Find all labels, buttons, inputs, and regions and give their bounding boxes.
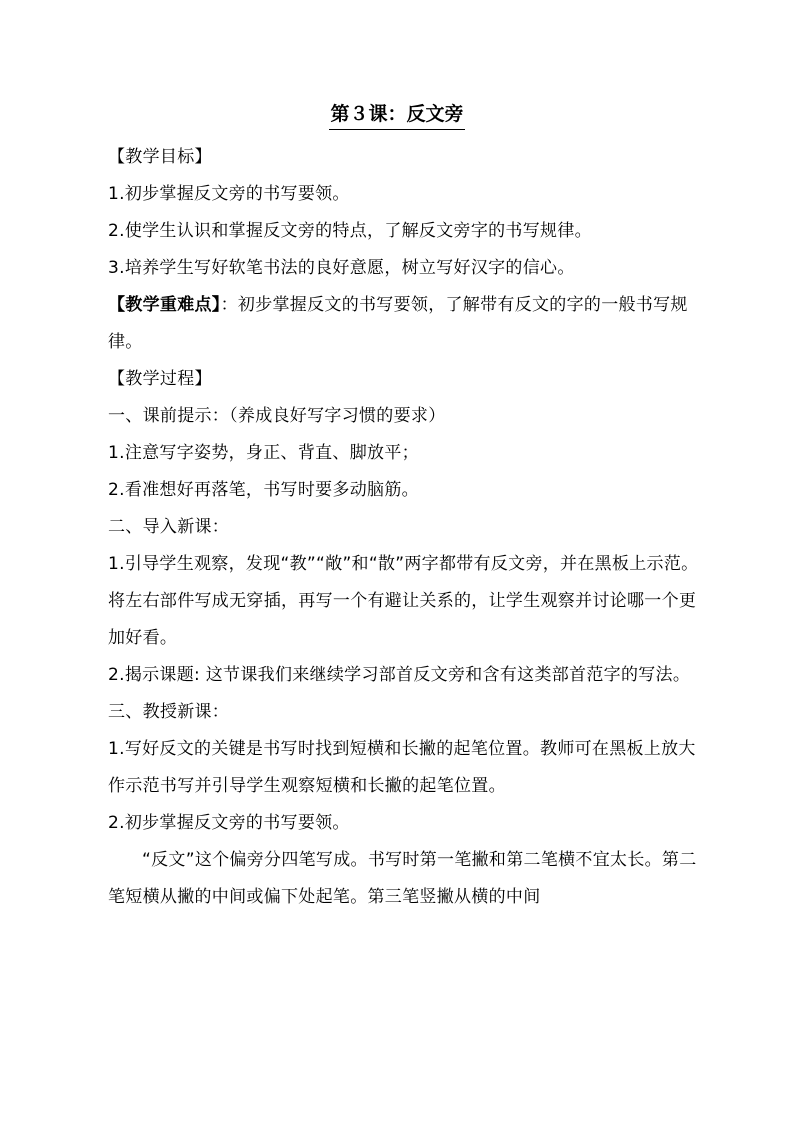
section3-heading: 三、教授新课： bbox=[108, 702, 230, 722]
section1-heading: 一、课前提示：（养成良好写字习惯的要求） bbox=[108, 406, 446, 426]
section1-item: 2.看准想好再落笔，书写时要多动脑筋。 bbox=[108, 480, 419, 500]
section3-item: 2.初步掌握反文旁的书写要领。 bbox=[108, 813, 350, 833]
key-points-text: ：初步掌握反文的书写要领，了解带有反文的字的一般书写规律。 bbox=[108, 295, 688, 352]
process-heading: 【教学过程】 bbox=[108, 369, 212, 389]
goals-heading: 【教学目标】 bbox=[108, 147, 212, 167]
key-points-heading: 【教学重难点】 bbox=[108, 295, 221, 315]
lesson-body bbox=[108, 139, 700, 916]
section2-item: 2.揭示课题: 这节课我们来继续学习部首反文旁和含有这类部首范字的写法。 bbox=[108, 665, 691, 685]
section2-item: 1.引导学生观察，发现“教”“敞”和“散”两字都带有反文旁，并在黑板上示范。将左右部件写成无穿插，再写一个有避让关系的，让学生观察并讨论哪一个更加好看。 bbox=[108, 554, 699, 648]
goal-item: 3.培养学生写好软笔书法的良好意愿，树立写好汉字的信心。 bbox=[108, 258, 575, 278]
lesson-title-text: 第３课：反文旁 bbox=[329, 100, 464, 130]
section1-item: 1.注意写字姿势，身正、背直、脚放平； bbox=[108, 443, 419, 463]
key-points-paragraph bbox=[108, 287, 700, 361]
goal-item: 2.使学生认识和掌握反文旁的特点，了解反文旁字的书写规律。 bbox=[108, 221, 592, 241]
lesson-title bbox=[0, 100, 794, 130]
section3-item: 1.写好反文的关键是书写时找到短横和长撇的起笔位置。教师可在黑板上放大作示范书写并引导学生观察短横和长撇的起笔位置。 bbox=[108, 739, 696, 796]
section3-paragraph: “反文”这个偏旁分四笔写成。书写时第一笔撇和第二笔横不宜太长。第二笔短横从撇的中间或偏下处起笔。第三笔竖撇从横的中间 bbox=[108, 850, 697, 907]
goal-item: 1.初步掌握反文旁的书写要领。 bbox=[108, 184, 350, 204]
section2-heading: 二、导入新课： bbox=[108, 517, 230, 537]
